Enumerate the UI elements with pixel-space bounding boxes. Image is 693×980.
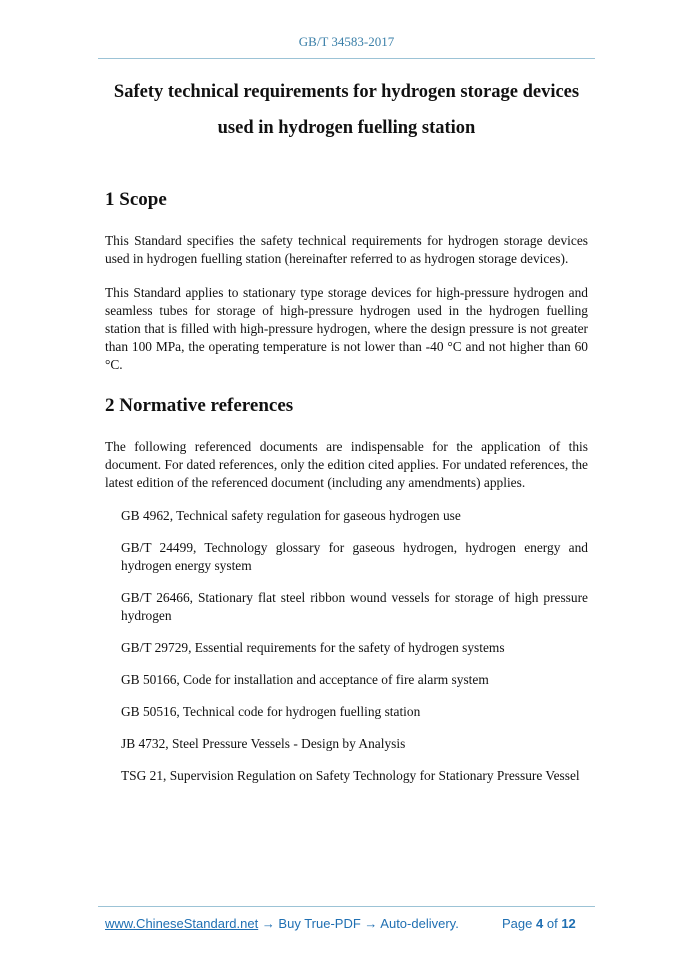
running-header: GB/T 34583-2017	[298, 34, 395, 49]
reference-item: GB 4962, Technical safety regulation for gaseous hydrogen use	[121, 508, 461, 523]
website-link[interactable]: www.ChineseStandard.net	[105, 916, 259, 931]
reference-item: GB 50516, Technical code for hydrogen fuelling station	[121, 704, 421, 719]
footer-tagline: → Buy True-PDF → Auto-delivery.	[258, 916, 459, 931]
document-title-line1: Safety technical requirements for hydrogen storage devices	[113, 82, 580, 102]
reference-item: GB 50166, Code for installation and acceptance of fire alarm system	[121, 672, 489, 687]
reference-item: TSG 21, Supervision Regulation on Safety Technology for Stationary Pressure Vessel	[121, 768, 580, 783]
page-label: Page	[502, 916, 533, 931]
section-heading-scope: 1 Scope	[105, 189, 167, 210]
page-indicator	[502, 916, 576, 931]
current-page: 4	[536, 916, 544, 931]
paragraph: The following referenced documents are indispensable for the application of this document. For dated references, only the edition cited applies. For undated references, the latest edition of the referenced document (including any amendments) applies.	[105, 439, 588, 490]
footer-divider	[98, 906, 595, 907]
paragraph: This Standard specifies the safety technical requirements for hydrogen storage devices used in hydrogen fuelling station (hereinafter referred to as hydrogen storage devices).	[105, 233, 588, 266]
document-title-line2: used in hydrogen fuelling station	[217, 118, 476, 138]
header-divider	[98, 58, 595, 59]
reference-item: GB/T 29729, Essential requirements for the safety of hydrogen systems	[121, 640, 505, 655]
reference-item: GB/T 26466, Stationary flat steel ribbon wound vessels for storage of high pressure hydrogen	[121, 590, 588, 623]
footer-promo	[105, 916, 459, 931]
paragraph: This Standard applies to stationary type storage devices for high-pressure hydrogen and seamless tubes for storage of high-pressure hydrogen used in the hydrogen fuelling station that is filled with high-pressure hydrogen, where the design pressure is not greater than 100 MPa, the operating temperature is not lower than -40 °C and not higher than 60 °C.	[105, 285, 588, 372]
total-pages: 12	[561, 916, 576, 931]
reference-item: JB 4732, Steel Pressure Vessels - Design by Analysis	[121, 736, 406, 751]
section-heading-normative-references: 2 Normative references	[105, 395, 294, 416]
reference-item: GB/T 24499, Technology glossary for gaseous hydrogen, hydrogen energy and hydrogen energy system	[121, 540, 588, 573]
of-label: of	[546, 916, 558, 931]
